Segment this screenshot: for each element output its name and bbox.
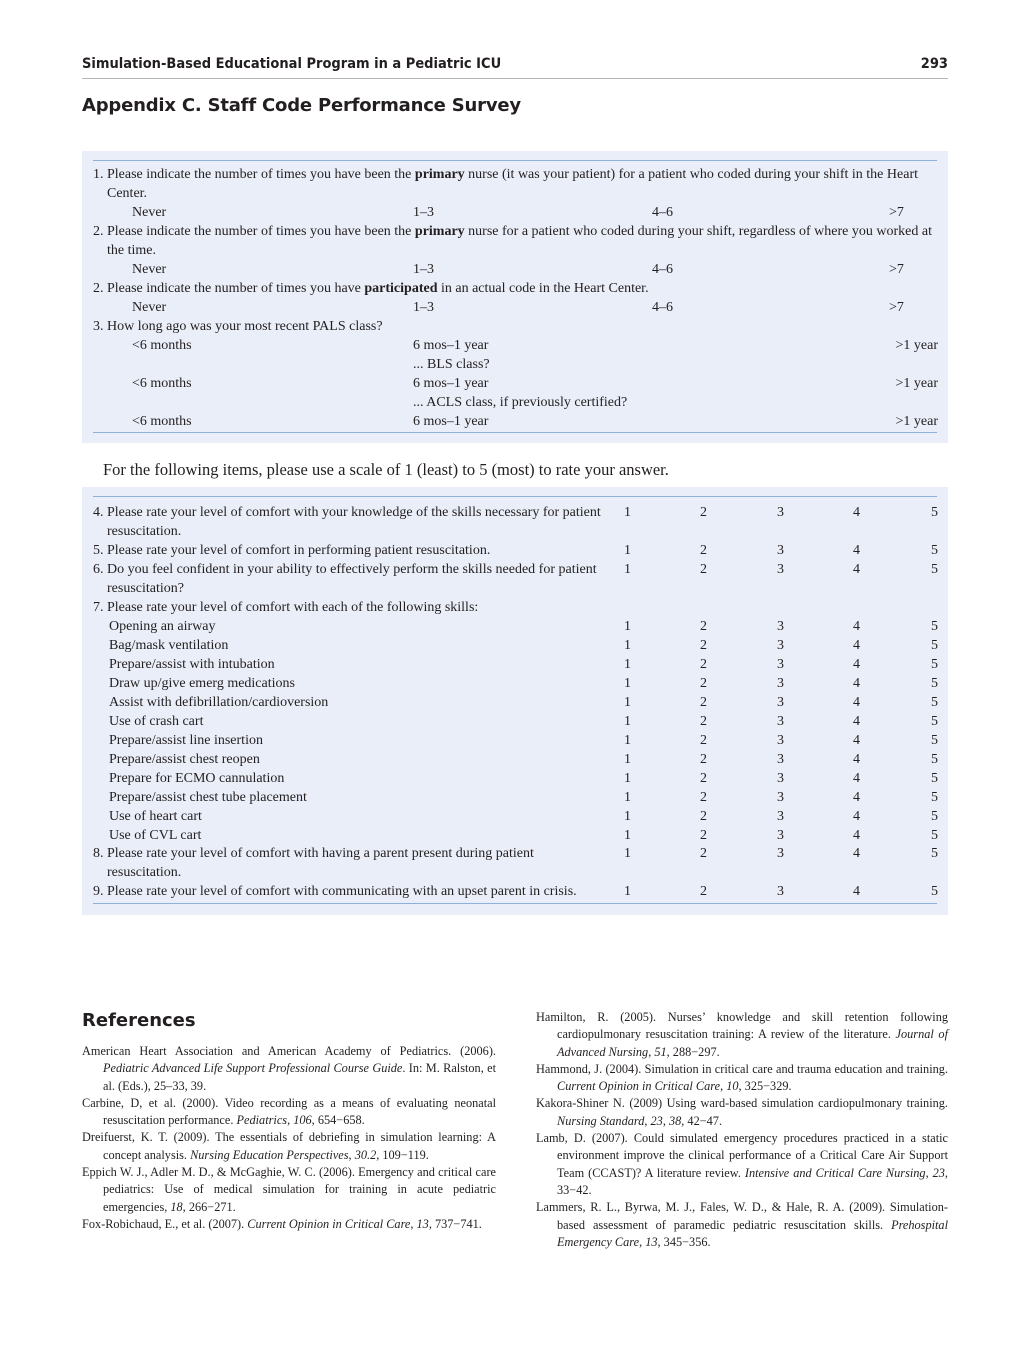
q4-scale-5: 5 bbox=[931, 505, 938, 520]
skill-scale-1: 1 bbox=[624, 771, 631, 786]
q5-scale-3: 3 bbox=[777, 543, 784, 558]
skill-scale-2: 2 bbox=[700, 809, 707, 824]
survey-part2-panel bbox=[82, 487, 948, 915]
skill-label: Opening an airway bbox=[109, 619, 216, 634]
skill-scale-5: 5 bbox=[931, 619, 938, 634]
skill-scale-2: 2 bbox=[700, 676, 707, 691]
skill-label: Use of heart cart bbox=[109, 809, 202, 824]
acls-option-lt6: <6 months bbox=[132, 414, 192, 429]
references-heading: References bbox=[82, 1010, 196, 1031]
skill-scale-4: 4 bbox=[853, 752, 860, 767]
skill-scale-5: 5 bbox=[931, 733, 938, 748]
q4-scale-4: 4 bbox=[853, 505, 860, 520]
skill-label: Prepare/assist line insertion bbox=[109, 733, 263, 748]
question-5: 5. Please rate your level of comfort in performing patient resuscitation. bbox=[93, 543, 491, 558]
skill-scale-1: 1 bbox=[624, 828, 631, 843]
panel2-bottom-rule bbox=[93, 903, 937, 904]
q5-scale-2: 2 bbox=[700, 543, 707, 558]
reference-entry: American Heart Association and American Academy of Pediatrics. (2006). Pediatric Advanced Life Support Professional Course Guide. In: M. Ralston, et al. (Eds.), 25–33, 39. bbox=[82, 1044, 496, 1093]
q9-scale-3: 3 bbox=[777, 884, 784, 899]
skill-scale-3: 3 bbox=[777, 733, 784, 748]
skill-scale-1: 1 bbox=[624, 733, 631, 748]
skill-label: Prepare/assist chest reopen bbox=[109, 752, 260, 767]
question-3: 3. How long ago was your most recent PALS class? bbox=[93, 319, 383, 334]
question-8: 8. Please rate your level of comfort with having a parent present during patient resuscitation. bbox=[93, 846, 534, 880]
skill-label: Draw up/give emerg medications bbox=[109, 676, 295, 691]
q6-scale-4: 4 bbox=[853, 562, 860, 577]
question-2b: 2. Please indicate the number of times you have participated in an actual code in the Heart Center. bbox=[93, 281, 649, 296]
q6-scale-3: 3 bbox=[777, 562, 784, 577]
skill-scale-1: 1 bbox=[624, 752, 631, 767]
running-title: Simulation-Based Educational Program in a Pediatric ICU bbox=[82, 56, 502, 72]
question-6: 6. Do you feel confident in your ability to effectively perform the skills needed for patient resuscitation? bbox=[93, 562, 597, 596]
skill-scale-4: 4 bbox=[853, 790, 860, 805]
skill-scale-2: 2 bbox=[700, 828, 707, 843]
skill-scale-5: 5 bbox=[931, 752, 938, 767]
q2a-option-gt7: >7 bbox=[889, 262, 904, 277]
reference-entry: Kakora-Shiner N. (2009) Using ward-based simulation cardiopulmonary training. Nursing Standard, 23, 38, 42−47. bbox=[536, 1096, 948, 1128]
skill-scale-2: 2 bbox=[700, 752, 707, 767]
skill-scale-1: 1 bbox=[624, 809, 631, 824]
skill-scale-3: 3 bbox=[777, 828, 784, 843]
reference-entry: Lamb, D. (2007). Could simulated emergency procedures practiced in a static environment improve the clinical performance of a Critical Care Air Support Team (CCAST)? A literature review. Intensive and Critical Care Nursing, 23, 33−42. bbox=[536, 1131, 948, 1197]
reference-entry: Hammond, J. (2004). Simulation in critical care and trauma education and training. Current Opinion in Critical Care, 10, 325−329. bbox=[536, 1061, 948, 1094]
skill-scale-2: 2 bbox=[700, 695, 707, 710]
q4-scale-1: 1 bbox=[624, 505, 631, 520]
skill-label: Bag/mask ventilation bbox=[109, 638, 229, 653]
skill-scale-1: 1 bbox=[624, 714, 631, 729]
skill-scale-5: 5 bbox=[931, 695, 938, 710]
q6-scale-5: 5 bbox=[931, 562, 938, 577]
skill-label: Prepare/assist with intubation bbox=[109, 657, 275, 672]
skill-scale-4: 4 bbox=[853, 657, 860, 672]
q1-option-never: Never bbox=[132, 205, 167, 220]
q9-scale-4: 4 bbox=[853, 884, 860, 899]
q2a-option-4-6: 4–6 bbox=[652, 262, 673, 277]
q9-scale-5: 5 bbox=[931, 884, 938, 899]
skill-scale-5: 5 bbox=[931, 828, 938, 843]
q5-scale-5: 5 bbox=[931, 543, 938, 558]
skill-scale-5: 5 bbox=[931, 676, 938, 691]
reference-entry: Hamilton, R. (2005). Nurses’ knowledge and skill retention following cardiopulmonary resuscitation training: A review of the literature. Journal of Advanced Nursing, 51, 288−297. bbox=[536, 1010, 948, 1059]
reference-entry: Dreifuerst, K. T. (2009). The essentials of debriefing in simulation learning: A concept analysis. Nursing Education Perspectives, 30.2, 109−119. bbox=[82, 1130, 496, 1162]
skill-scale-5: 5 bbox=[931, 714, 938, 729]
panel1-bottom-rule bbox=[93, 432, 937, 433]
skill-scale-1: 1 bbox=[624, 790, 631, 805]
skill-scale-2: 2 bbox=[700, 619, 707, 634]
question-7: 7. Please rate your level of comfort with each of the following skills: bbox=[93, 600, 479, 615]
skill-scale-4: 4 bbox=[853, 676, 860, 691]
skill-scale-3: 3 bbox=[777, 638, 784, 653]
acls-option-6-12: 6 mos–1 year bbox=[413, 414, 489, 429]
panel2-top-rule bbox=[93, 496, 937, 497]
q1-option-1-3: 1–3 bbox=[413, 205, 434, 220]
q4-scale-2: 2 bbox=[700, 505, 707, 520]
bls-option-gt1: >1 year bbox=[895, 376, 938, 391]
q8-scale-1: 1 bbox=[624, 846, 631, 861]
q2a-option-1-3: 1–3 bbox=[413, 262, 434, 277]
q2b-option-4-6: 4–6 bbox=[652, 300, 673, 315]
skill-scale-1: 1 bbox=[624, 676, 631, 691]
skill-scale-3: 3 bbox=[777, 809, 784, 824]
skill-scale-2: 2 bbox=[700, 790, 707, 805]
scale-instructions: For the following items, please use a scale of 1 (least) to 5 (most) to rate your answer. bbox=[103, 460, 669, 479]
skill-scale-3: 3 bbox=[777, 619, 784, 634]
q2b-option-gt7: >7 bbox=[889, 300, 904, 315]
q4-scale-3: 3 bbox=[777, 505, 784, 520]
skill-scale-4: 4 bbox=[853, 619, 860, 634]
question-9: 9. Please rate your level of comfort with communicating with an upset parent in crisis. bbox=[93, 884, 577, 899]
q8-scale-5: 5 bbox=[931, 846, 938, 861]
q1-option-4-6: 4–6 bbox=[652, 205, 673, 220]
appendix-title: Appendix C. Staff Code Performance Survey bbox=[82, 95, 521, 116]
skill-scale-4: 4 bbox=[853, 828, 860, 843]
skill-scale-1: 1 bbox=[624, 638, 631, 653]
skill-scale-1: 1 bbox=[624, 619, 631, 634]
acls-option-gt1: >1 year bbox=[895, 414, 938, 429]
skill-scale-3: 3 bbox=[777, 790, 784, 805]
bls-option-6-12: 6 mos–1 year bbox=[413, 376, 489, 391]
skill-scale-3: 3 bbox=[777, 752, 784, 767]
skill-scale-4: 4 bbox=[853, 809, 860, 824]
skill-scale-1: 1 bbox=[624, 657, 631, 672]
q9-scale-2: 2 bbox=[700, 884, 707, 899]
skill-scale-5: 5 bbox=[931, 790, 938, 805]
skill-scale-3: 3 bbox=[777, 714, 784, 729]
q9-scale-1: 1 bbox=[624, 884, 631, 899]
q6-scale-1: 1 bbox=[624, 562, 631, 577]
question-2a: 2. Please indicate the number of times you have been the primary nurse for a patient who coded during your shift, regardless of where you worked at the time. bbox=[93, 224, 932, 258]
skill-label: Prepare for ECMO cannulation bbox=[109, 771, 285, 786]
q8-scale-4: 4 bbox=[853, 846, 860, 861]
skill-scale-5: 5 bbox=[931, 657, 938, 672]
skill-scale-4: 4 bbox=[853, 695, 860, 710]
references-right-column bbox=[536, 1009, 948, 1251]
q8-scale-2: 2 bbox=[700, 846, 707, 861]
running-header bbox=[82, 56, 948, 79]
skill-scale-1: 1 bbox=[624, 695, 631, 710]
skill-scale-2: 2 bbox=[700, 771, 707, 786]
skill-scale-2: 2 bbox=[700, 657, 707, 672]
reference-entry: Eppich W. J., Adler M. D., & McGaghie, W. C. (2006). Emergency and critical care pediatrics: Use of medical simulation for training in acute pediatric emergencies, 18, 266−271. bbox=[82, 1165, 496, 1214]
q5-scale-4: 4 bbox=[853, 543, 860, 558]
skill-scale-2: 2 bbox=[700, 714, 707, 729]
panel1-top-rule bbox=[93, 160, 937, 161]
pals-option-gt1: >1 year bbox=[895, 338, 938, 353]
reference-entry: Carbine, D, et al. (2000). Video recording as a means of evaluating neonatal resuscitation performance. Pediatrics, 106, 654−658. bbox=[82, 1095, 496, 1128]
skill-label: Use of crash cart bbox=[109, 714, 204, 729]
skill-scale-2: 2 bbox=[700, 733, 707, 748]
question-1: 1. Please indicate the number of times you have been the primary nurse (it was your patient) for a patient who coded during your shift in the Heart Center. bbox=[93, 167, 918, 201]
references-left-column bbox=[82, 1043, 496, 1233]
skill-scale-5: 5 bbox=[931, 809, 938, 824]
question-4: 4. Please rate your level of comfort with your knowledge of the skills necessary for patient resuscitation. bbox=[93, 505, 601, 539]
q6-scale-2: 2 bbox=[700, 562, 707, 577]
q8-scale-3: 3 bbox=[777, 846, 784, 861]
reference-entry: Fox-Robichaud, E., et al. (2007). Current Opinion in Critical Care, 13, 737−741. bbox=[82, 1216, 482, 1231]
bls-question: ... BLS class? bbox=[413, 357, 490, 372]
skill-scale-4: 4 bbox=[853, 714, 860, 729]
survey-part1-panel bbox=[82, 151, 948, 443]
skill-label: Assist with defibrillation/cardioversion bbox=[109, 695, 329, 710]
acls-question: ... ACLS class, if previously certified? bbox=[413, 395, 628, 410]
skill-scale-3: 3 bbox=[777, 695, 784, 710]
skill-scale-5: 5 bbox=[931, 771, 938, 786]
skill-scale-5: 5 bbox=[931, 638, 938, 653]
pals-option-6-12: 6 mos–1 year bbox=[413, 338, 489, 353]
q2b-option-never: Never bbox=[132, 300, 167, 315]
page-number: 293 bbox=[920, 56, 948, 72]
skill-label: Prepare/assist chest tube placement bbox=[109, 790, 307, 805]
skill-scale-4: 4 bbox=[853, 638, 860, 653]
reference-entry: Lammers, R. L., Byrwa, M. J., Fales, W. D., & Hale, R. A. (2009). Simulation-based assessment of paramedic pediatric resuscitation skills. Prehospital Emergency Care, 13, 345−356. bbox=[536, 1200, 948, 1249]
q5-scale-1: 1 bbox=[624, 543, 631, 558]
q2b-option-1-3: 1–3 bbox=[413, 300, 434, 315]
skill-scale-3: 3 bbox=[777, 771, 784, 786]
skill-label: Use of CVL cart bbox=[109, 828, 202, 843]
skill-scale-2: 2 bbox=[700, 638, 707, 653]
skill-scale-4: 4 bbox=[853, 771, 860, 786]
q2a-option-never: Never bbox=[132, 262, 167, 277]
skill-scale-3: 3 bbox=[777, 676, 784, 691]
pals-option-lt6: <6 months bbox=[132, 338, 192, 353]
skill-scale-3: 3 bbox=[777, 657, 784, 672]
q1-option-gt7: >7 bbox=[889, 205, 904, 220]
skill-scale-4: 4 bbox=[853, 733, 860, 748]
bls-option-lt6: <6 months bbox=[132, 376, 192, 391]
